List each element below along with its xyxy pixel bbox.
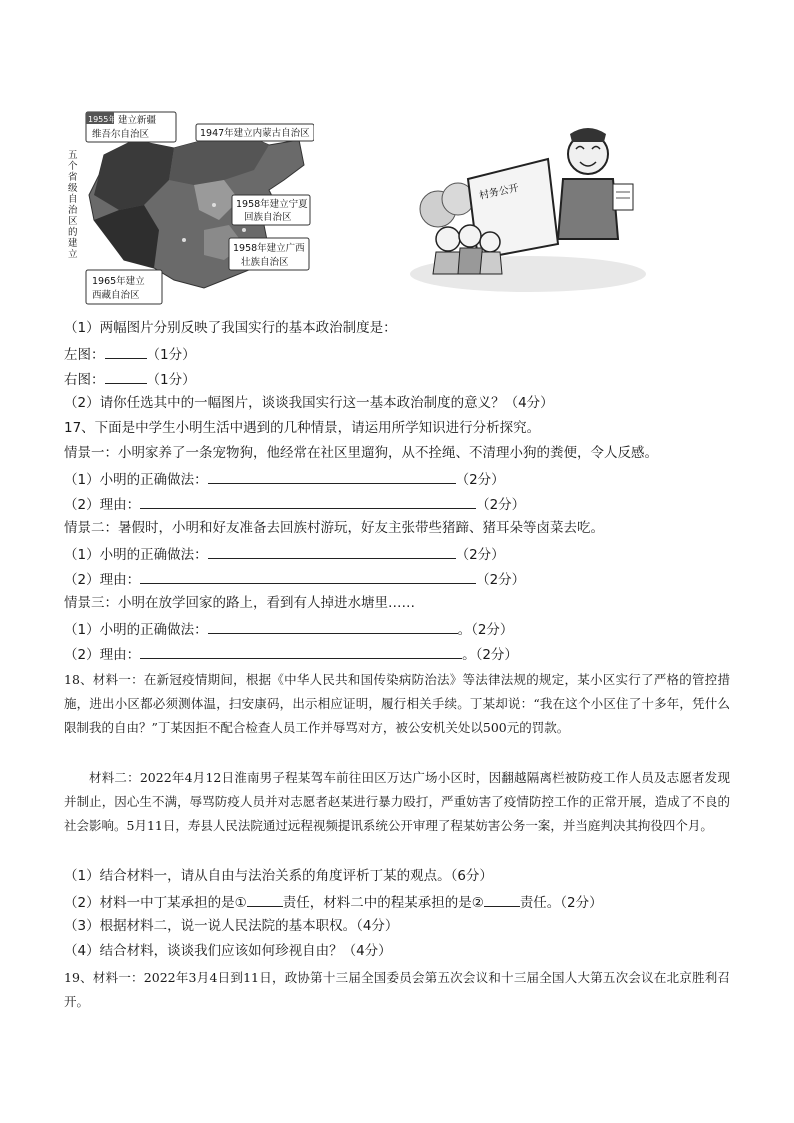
- q18-part4: （4）结合材料，谈谈我们应该如何珍视自由？（4分）: [64, 943, 392, 959]
- q18-part2-line: [64, 891, 603, 913]
- q16-part2: （2）请你任选其中的一幅图片，谈谈我国实行这一基本政治制度的意义？（4分）: [64, 395, 554, 411]
- map-label-guangxi-2: 壮族自治区: [241, 257, 289, 268]
- q17-s3-answer-blank[interactable]: [208, 618, 458, 634]
- q18-part2-text-c: 责任。（2分）: [519, 895, 603, 911]
- q17-scenario-3: 情景三：小明在放学回家的路上，看到有人掉进水塘里……: [64, 595, 415, 611]
- q16-left-score: （1分）: [146, 347, 196, 363]
- q18-part2-text-a: （2）材料一中丁某承担的是①: [64, 895, 247, 911]
- q17-s1-answer-line: [64, 468, 505, 490]
- map-label-xizang-1: 1965年建立: [92, 276, 145, 287]
- q17-scenario-2: 情景二：暑假时，小明和好友准备去回族村游玩，好友主张带些猪蹄、猪耳朵等卤菜去吃。: [64, 520, 604, 536]
- q16-right-score: （1分）: [146, 372, 196, 388]
- svg-text:省: 省: [68, 172, 78, 183]
- q17-s1-reason-blank[interactable]: [140, 493, 476, 509]
- figure-row: [64, 100, 724, 310]
- svg-text:立: 立: [68, 249, 78, 260]
- autonomous-regions-map: [64, 110, 314, 310]
- q16-left-blank[interactable]: [105, 343, 147, 359]
- q17-s2-answer-line: [64, 543, 505, 565]
- map-label-xizang-2: 西藏自治区: [92, 290, 140, 301]
- q17-s3-reason-line: [64, 643, 518, 665]
- map-label-ningxia-1: 1958年建立宁夏: [236, 199, 308, 210]
- svg-text:个: 个: [68, 161, 78, 172]
- svg-text:治: 治: [68, 205, 78, 216]
- q17-s2-answer-label: （1）小明的正确做法：: [64, 547, 208, 563]
- q16-right-blank[interactable]: [105, 368, 147, 384]
- q18-part2-text-b: 责任，材料二中的程某承担的是②: [282, 895, 484, 911]
- board-text: 村务公开: [478, 182, 520, 202]
- q16-left-line: [64, 343, 196, 365]
- q17-s3-reason-blank[interactable]: [140, 643, 462, 659]
- q16-left-label: 左图：: [64, 347, 105, 363]
- q17-s1-answer-label: （1）小明的正确做法：: [64, 472, 208, 488]
- q17-s1-reason-line: [64, 493, 525, 515]
- q17-s2-answer-score: （2分）: [455, 547, 505, 563]
- q17-s3-answer-line: [64, 618, 513, 640]
- svg-text:区: 区: [68, 216, 78, 227]
- q17-s1-answer-blank[interactable]: [208, 468, 456, 484]
- q16-right-label: 右图：: [64, 372, 105, 388]
- q17-s1-reason-score: （2分）: [476, 497, 526, 513]
- map-label-xinjiang-2: 维吾尔自治区: [92, 129, 150, 140]
- map-label-neimeng: 1947年建立内蒙古自治区: [200, 128, 310, 139]
- q18-material-2: 材料二：2022年4月12日淮南男子程某驾车前往田区万达广场小区时，因翻越隔离栏被防疫工作人员及志愿者发现并制止，因心生不满，辱骂防疫人员并对志愿者赵某进行暴力殴打，严重妨害了疫情防控工作的正常开展，造成了不良的社会影响。5月11日，寿县人民法院通过远程视频提讯系统公开审理了程某妨害公务一案，并当庭判决其拘役四个月。: [64, 770, 730, 833]
- map-year-badge: 1955年: [88, 115, 117, 124]
- map-label-ningxia-2: 回族自治区: [244, 212, 292, 223]
- q18-blank-1[interactable]: [247, 891, 283, 907]
- q17-s2-reason-score: （2分）: [476, 572, 526, 588]
- q18-part3: （3）根据材料二，说一说人民法院的基本职权。（4分）: [64, 918, 399, 934]
- q16-part1: （1）两幅图片分别反映了我国实行的基本政治制度是：: [64, 320, 397, 336]
- q17-s2-answer-blank[interactable]: [208, 543, 456, 559]
- q17-s3-reason-label: （2）理由：: [64, 647, 141, 663]
- q18-material-1: 18、材料一：在新冠疫情期间，根据《中华人民共和国传染病防治法》等法律法规的规定，某小区实行了严格的管控措施，进出小区都必须测体温，扫安康码，出示相应证明，履行相关手续。丁某却说：“我在这个小区住了十多年，凭什么限制我的自由？”丁某因拒不配合检查人员工作并辱骂对方，被公安机关处以500元的罚款。: [64, 672, 730, 735]
- svg-text:建: 建: [68, 238, 78, 249]
- map-label-xinjiang-1: 建立新疆: [118, 115, 157, 126]
- q17-s3-answer-label: （1）小明的正确做法：: [64, 622, 208, 638]
- q16-right-line: [64, 368, 196, 390]
- q17-s1-answer-score: （2分）: [455, 472, 505, 488]
- svg-text:的: 的: [68, 227, 78, 238]
- q17-s2-reason-label: （2）理由：: [64, 572, 141, 588]
- map-label-guangxi-1: 1958年建立广西: [233, 243, 305, 254]
- q17-intro: 17、下面是中学生小明生活中遇到的几种情景，请运用所学知识进行分析探究。: [64, 420, 541, 436]
- svg-text:级: 级: [68, 183, 78, 194]
- q17-s3-answer-score: 。（2分）: [457, 622, 514, 638]
- q18-blank-2[interactable]: [484, 891, 520, 907]
- village-affairs-cartoon: [408, 124, 654, 294]
- map-vertical-title: [68, 150, 78, 260]
- q17-scenario-1: 情景一：小明家养了一条宠物狗，他经常在社区里遛狗，从不拴绳、不清理小狗的粪便，令人反感。: [64, 445, 658, 461]
- q19-material-1: 19、材料一：2022年3月4日到11日，政协第十三届全国委员会第五次会议和十三届全国人大第五次会议在北京胜利召开。: [64, 970, 730, 1009]
- q18-part1: （1）结合材料一，请从自由与法治关系的角度评析丁某的观点。（6分）: [64, 868, 493, 884]
- q17-s1-reason-label: （2）理由：: [64, 497, 141, 513]
- svg-text:五: 五: [68, 150, 78, 161]
- q17-s2-reason-blank[interactable]: [140, 568, 476, 584]
- q17-s2-reason-line: [64, 568, 525, 590]
- q17-s3-reason-score: 。（2分）: [462, 647, 518, 663]
- svg-text:自: 自: [68, 194, 78, 205]
